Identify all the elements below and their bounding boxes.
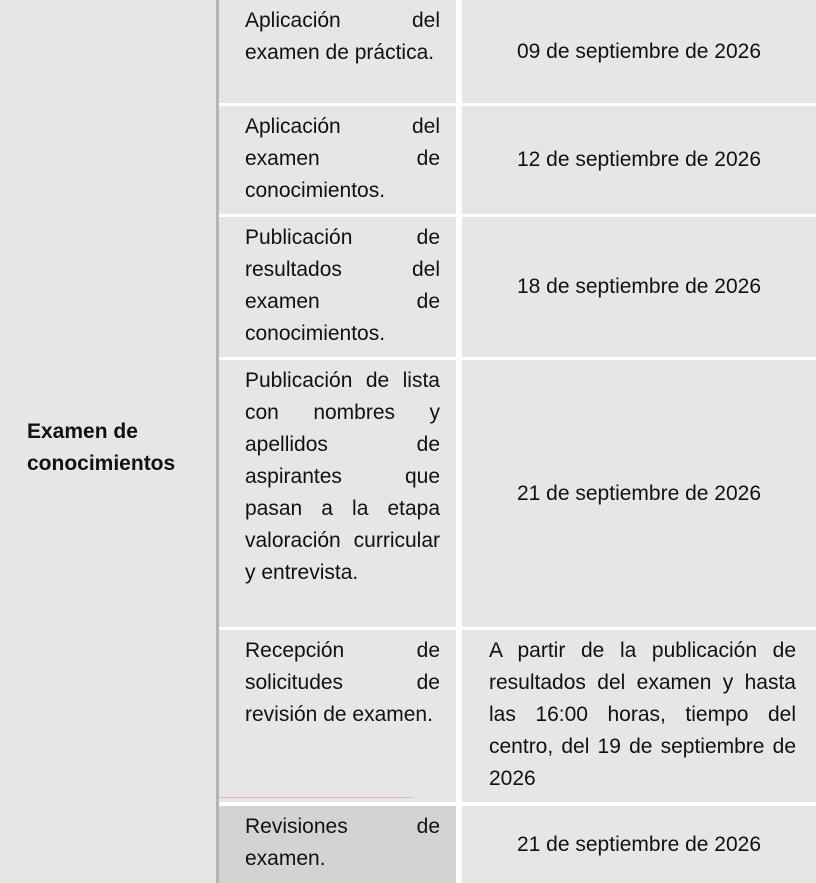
table-row xyxy=(219,630,816,802)
table-row xyxy=(219,106,816,214)
date-text: 18 de septiembre de 2026 xyxy=(516,275,761,298)
activity-text: Aplicación del examen de práctica. xyxy=(245,9,440,64)
activity-text: Revisiones de examen. xyxy=(245,815,440,870)
date-text: 09 de septiembre de 2026 xyxy=(516,39,761,63)
date-cell xyxy=(462,630,816,802)
activity-text: Publicación de resultados del examen de conocimientos. xyxy=(245,226,440,345)
date-cell xyxy=(462,806,816,883)
table-row xyxy=(219,806,816,883)
activity-cell xyxy=(219,630,456,802)
date-text: A partir de la publicación de resultados del examen y hasta las 16:00 horas, tiempo del centro, del 19 de septiembre de 2026 xyxy=(489,639,796,790)
table-row xyxy=(219,0,816,103)
date-cell xyxy=(462,360,816,627)
date-text: 12 de septiembre de 2026 xyxy=(516,148,761,171)
date-cell xyxy=(462,106,816,214)
divider-mark xyxy=(219,797,414,798)
table-row xyxy=(219,360,816,627)
activity-cell xyxy=(219,0,456,103)
activity-cell xyxy=(219,806,456,883)
activity-cell xyxy=(219,360,456,627)
date-text: 21 de septiembre de 2026 xyxy=(516,481,761,505)
date-cell xyxy=(462,0,816,103)
activity-text: Recepción de solicitudes de revisión de examen. xyxy=(245,639,440,726)
activity-text: Publicación de lista con nombres y apellidos de aspirantes que pasan a la etapa valoración curricular y entrevista. xyxy=(245,369,440,584)
date-text: 21 de septiembre de 2026 xyxy=(516,832,761,856)
section-title: Examen de conocimientos xyxy=(27,419,176,475)
activity-text: Aplicación del examen de conocimientos. xyxy=(245,115,440,202)
table-row xyxy=(219,217,816,357)
activity-cell xyxy=(219,217,456,357)
date-cell xyxy=(462,217,816,357)
activity-cell xyxy=(219,106,456,214)
section-cell xyxy=(0,0,216,883)
